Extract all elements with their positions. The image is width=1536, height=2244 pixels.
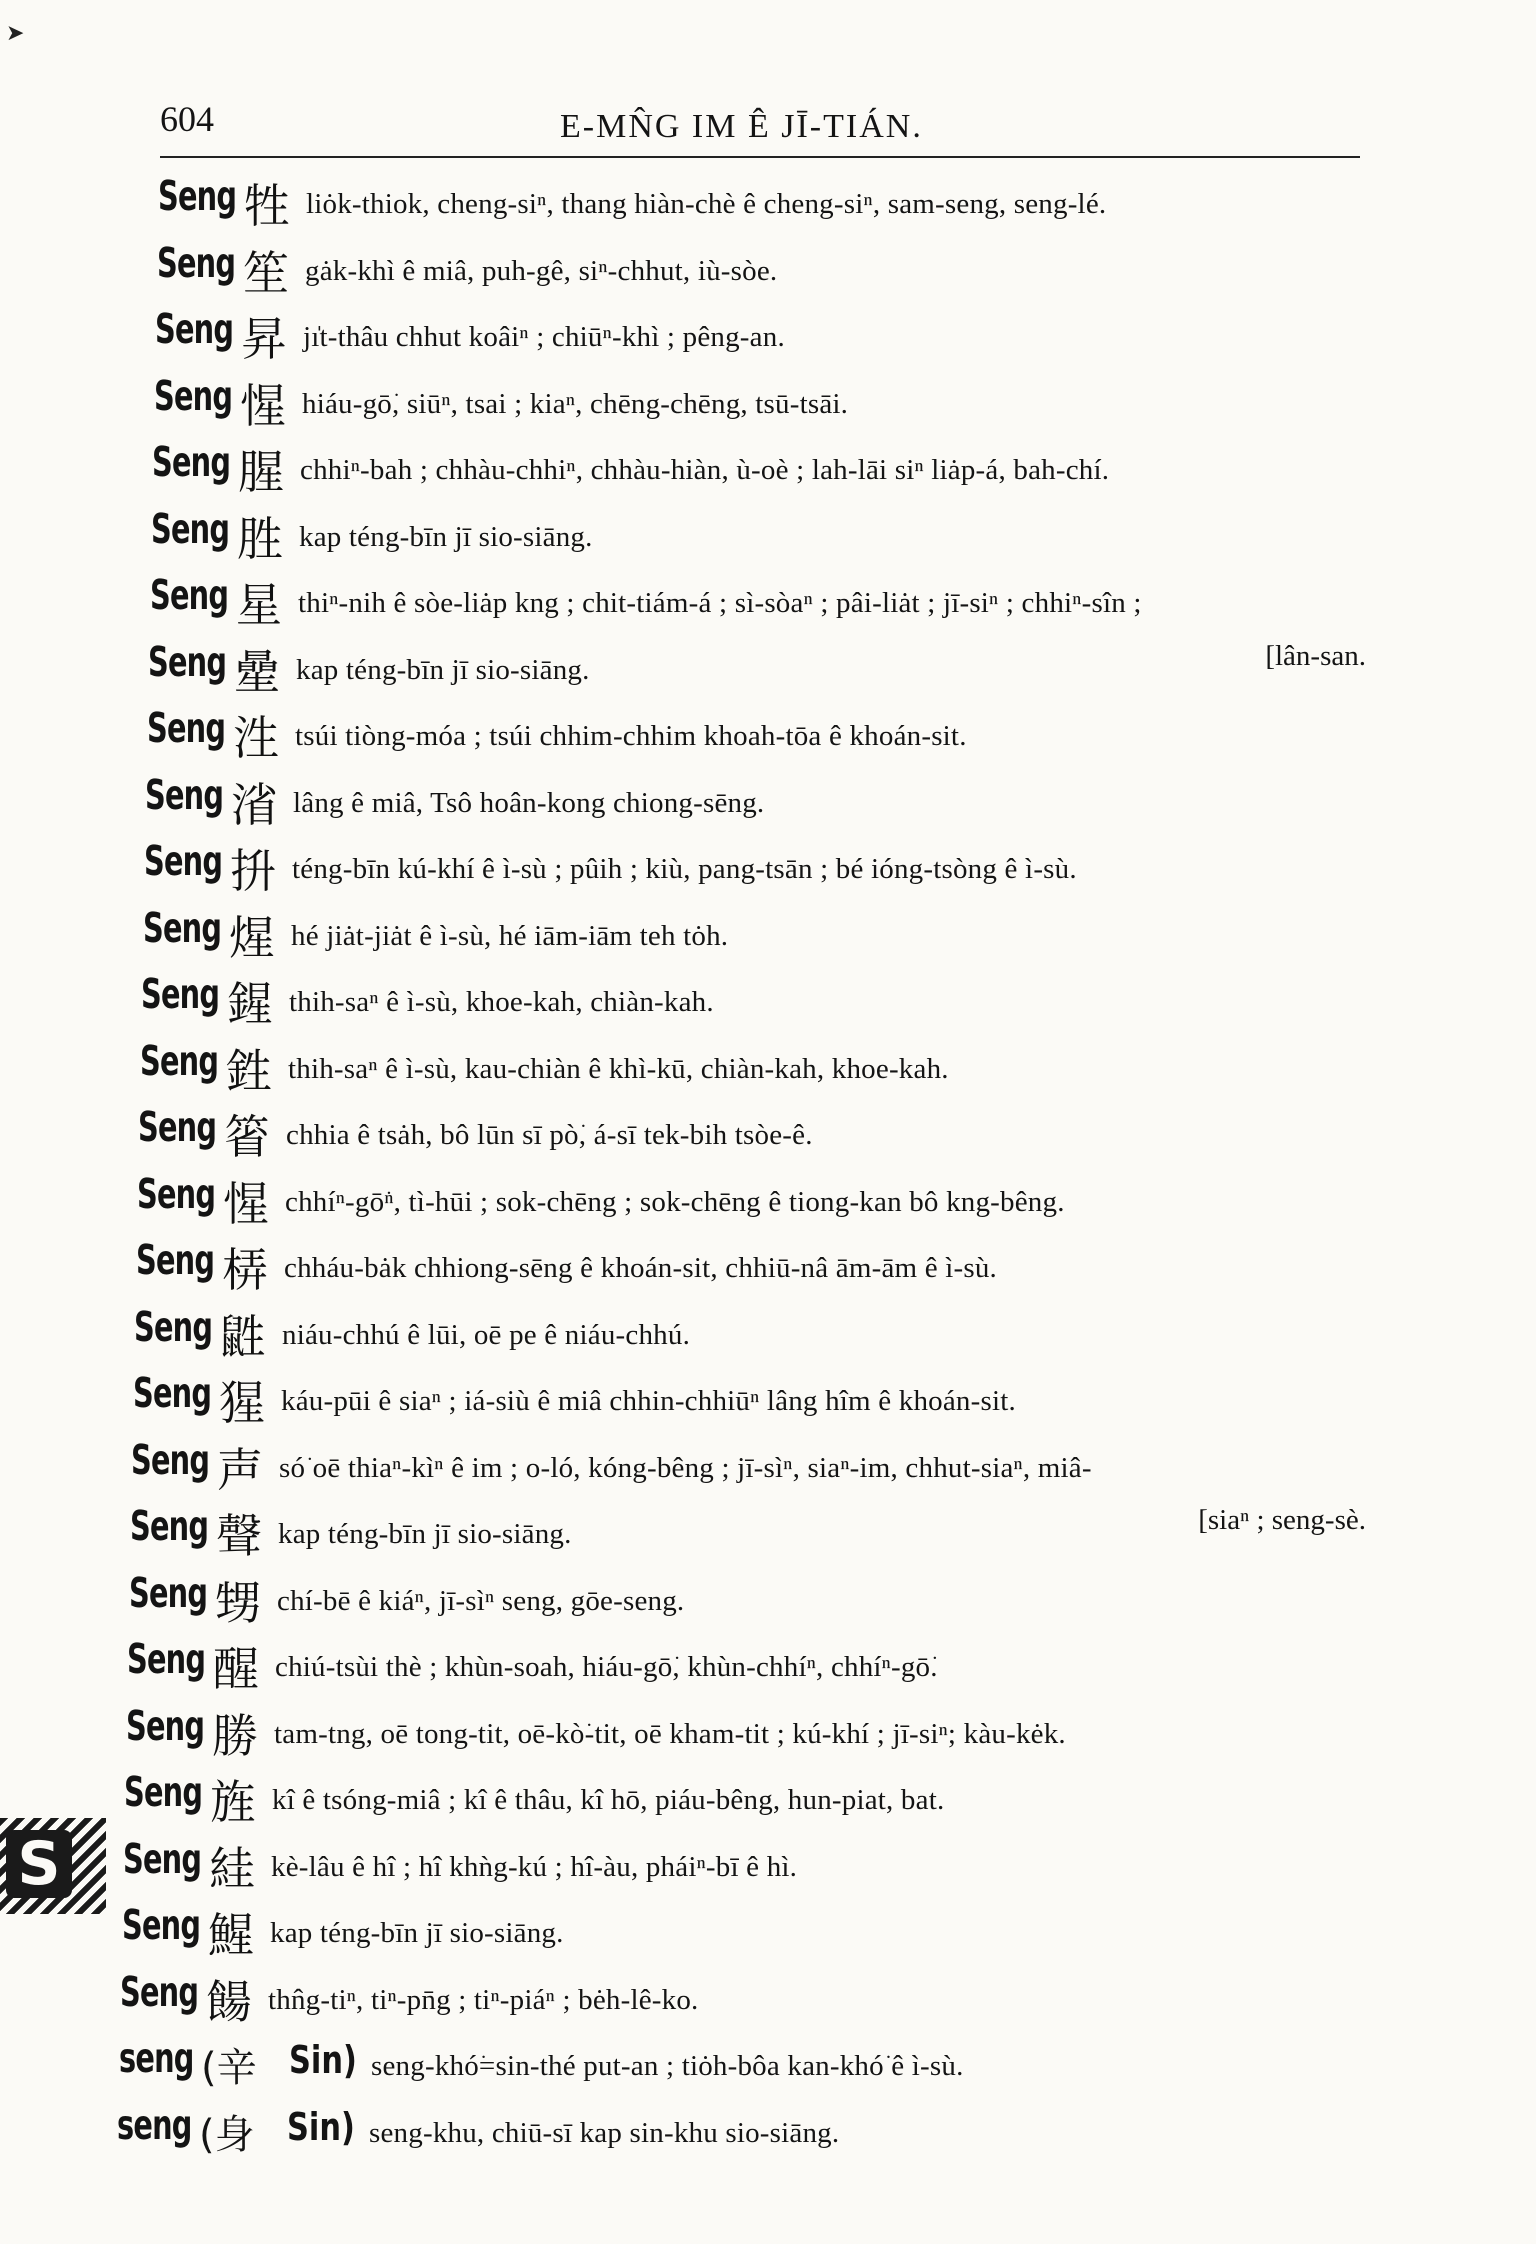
dictionary-entry — [0, 702, 1536, 769]
entry-character: 声 — [217, 1442, 263, 1497]
dictionary-entry — [0, 1101, 1536, 1168]
entry-headword: Seng — [141, 970, 220, 1018]
entry-character: 餳 — [206, 1974, 252, 2029]
dictionary-entry — [0, 835, 1536, 902]
dictionary-entry — [0, 1966, 1536, 2033]
entry-character: 昇 — [241, 312, 287, 366]
entry-definition: chhia ê tsȧh, bô lūn sī pò͘, á-sī tek-bih tsòe-ê. — [286, 1119, 813, 1151]
entry-character: 惺 — [240, 378, 286, 433]
dictionary-entry — [0, 769, 1536, 836]
entry-definition: thn̂g-tiⁿ, tiⁿ-pn̄g ; tiⁿ-piáⁿ ; bėh-lê-ko. — [268, 1983, 699, 2016]
entry-character: 曐 — [234, 644, 280, 699]
dictionary-entry — [0, 1833, 1536, 1900]
entry-definition: kap téng-bīn jī sio-siāng. — [270, 1917, 564, 1949]
entry-definition: chí-bē ê kiáⁿ, jī-sìⁿ seng, gōe-seng. — [277, 1584, 685, 1617]
entry-definition: tsúi tiòng-móa ; tsúi chhim-chhim khoah-tōa ê khoán-sit. — [295, 720, 967, 752]
entry-character: (辛 — [201, 2045, 257, 2091]
entry-crossref: Sin) — [289, 2038, 357, 2082]
entry-headword: Seng — [143, 903, 222, 952]
entry-headword: Seng — [144, 837, 223, 885]
entry-definition: kap téng-bīn jī sio-siāng. — [299, 520, 593, 553]
entry-headword: Seng — [151, 504, 230, 553]
entry-definition: kè-lâu ê hî ; hî khǹg-kú ; hî-àu, pháiⁿ-bī ê hì. — [271, 1850, 798, 1883]
entry-character: 渻 — [231, 777, 277, 832]
entry-headword: Seng — [131, 1435, 210, 1484]
entry-character: 旌 — [210, 1775, 256, 1829]
entry-definition: thih-saⁿ ê ì-sù, khoe-kah, chiàn-kah. — [289, 986, 714, 1018]
entry-character: 星 — [236, 578, 282, 632]
entry-headword: seng — [119, 2034, 194, 2082]
entry-definition: téng-bīn kú-khí ê ì-sù ; pûih ; kiù, pang-tsān ; bé ióng-tsòng ê ì-sù. — [292, 853, 1077, 885]
entry-headword: Seng — [158, 172, 237, 220]
corner-mark: ➤ — [6, 20, 25, 45]
dictionary-entry — [0, 303, 1536, 370]
dictionary-entry — [0, 1035, 1536, 1102]
entry-definition: lâng ê miâ, Tsô hoân-kong chiong-sēng. — [293, 786, 765, 819]
entry-definition: chhiⁿ-bah ; chhàu-chhiⁿ, chhàu-hiàn, ù-oè ; lah-lāi siⁿ liȧp-á, bah-chí. — [300, 454, 1110, 486]
entry-headword: Seng — [127, 1635, 206, 1683]
page-number: 604 — [160, 99, 214, 139]
entry-headword: Seng — [130, 1502, 209, 1550]
entry-headword: Seng — [133, 1369, 212, 1417]
entry-character: 絓 — [209, 1841, 255, 1896]
entry-character: 鍟 — [227, 977, 273, 1031]
entry-character: 箵 — [224, 1110, 270, 1164]
dictionary-entry — [0, 170, 1536, 237]
entry-character: 鉎 — [226, 1043, 272, 1098]
entry-character: 鯹 — [208, 1908, 254, 1962]
dictionary-entry — [0, 436, 1536, 503]
entry-headword: Seng — [138, 1103, 217, 1151]
section-tab — [0, 1818, 106, 1914]
dictionary-entry — [0, 1766, 1536, 1833]
entry-continuation: [siaⁿ ; seng-sè. — [1198, 1504, 1366, 1536]
entry-headword: Seng — [150, 571, 229, 619]
dictionary-entry — [0, 370, 1536, 437]
dictionary-entry — [0, 1500, 1536, 1567]
entry-definition: kî ê tsóng-miâ ; kî ê thâu, kî hō, piáu-bêng, hun-piat, bat. — [272, 1784, 945, 1816]
entry-headword: Seng — [145, 770, 224, 819]
entry-definition: só͘ oē thiaⁿ-kìⁿ ê im ; o-ló, kóng-bêng ; jī-sìⁿ, siaⁿ-im, chhut-siaⁿ, miâ- — [279, 1451, 1092, 1484]
dictionary-entry — [0, 636, 1536, 703]
entry-definition: kap téng-bīn jī sio-siāng. — [296, 653, 590, 686]
dictionary-entry — [0, 1567, 1536, 1634]
entry-headword: Seng — [152, 438, 231, 486]
dictionary-entry — [0, 2032, 1536, 2099]
entry-definition: kap téng-bīn jī sio-siāng. — [278, 1518, 572, 1550]
entry-definition: seng-khó͘=sin-thé put-an ; tiȯh-bôa kan-khó͘ ê ì-sù. — [371, 2050, 964, 2082]
dictionary-entry — [0, 1234, 1536, 1301]
dictionary-entry — [0, 237, 1536, 304]
header-rule — [160, 156, 1360, 158]
entry-character: 煋 — [229, 910, 275, 965]
dictionary-entry — [0, 1899, 1536, 1966]
entry-headword: Seng — [129, 1568, 208, 1617]
dictionary-entries — [0, 170, 1536, 2165]
entry-character: 猩 — [219, 1376, 265, 1430]
section-letter: S — [6, 1830, 72, 1898]
entry-headword: Seng — [134, 1302, 213, 1351]
entry-headword: Seng — [122, 1901, 201, 1949]
entry-crossref: Sin) — [287, 2104, 355, 2149]
entry-definition: jı̍t-thâu chhut koâiⁿ ; chiūⁿ-khì ; pêng-an. — [303, 321, 785, 353]
entry-definition: gȧk-khì ê miâ, puh-gê, siⁿ-chhut, iù-sòe. — [305, 254, 778, 287]
dictionary-entry — [0, 1633, 1536, 1700]
entry-character: 勝 — [212, 1708, 258, 1763]
entry-headword: Seng — [140, 1036, 219, 1085]
entry-definition: chháu-bȧk chhiong-sēng ê khoán-sit, chhiū-nâ ām-ām ê ì-sù. — [284, 1252, 998, 1284]
entry-character: 醒 — [213, 1642, 259, 1696]
entry-definition: tam-tng, oē tong-tit, oē-kò͘-tit, oē kham-tit ; kú-khí ; jī-siⁿ; kàu-kėk. — [274, 1717, 1066, 1750]
entry-character: 腥 — [238, 445, 284, 499]
entry-headword: Seng — [157, 238, 236, 287]
entry-definition: thiⁿ-nih ê sòe-liȧp kng ; chit-tiám-á ; sì-sòaⁿ ; pâi-liȧt ; jī-siⁿ ; chhiⁿ-sîn ; — [298, 587, 1142, 619]
entry-continuation: [lân-san. — [1265, 639, 1366, 672]
entry-character: 笙 — [243, 245, 289, 300]
dictionary-entry — [0, 503, 1536, 570]
entry-definition: niáu-chhú ê lūi, oē pe ê niáu-chhú. — [282, 1318, 691, 1351]
entry-headword: Seng — [155, 305, 234, 353]
page-header — [160, 98, 1360, 158]
entry-character: 鼪 — [220, 1309, 266, 1364]
entry-headword: seng — [117, 2100, 192, 2149]
entry-headword: Seng — [124, 1768, 203, 1816]
entry-character: 惺 — [223, 1176, 269, 1231]
entry-headword: Seng — [154, 371, 233, 420]
running-title: E-MN̂G IM Ê JĪ-TIÁN. — [560, 108, 923, 145]
entry-character: 甥 — [215, 1575, 261, 1630]
entry-definition: seng-khu, chiū-sī kap sin-khu sio-siāng. — [369, 2116, 840, 2149]
entry-definition: chiú-tsùi thè ; khùn-soah, hiáu-gō͘, khùn-chhíⁿ, chhíⁿ-gō͘. — [275, 1651, 938, 1683]
entry-character: 梇 — [222, 1243, 268, 1297]
entry-definition: káu-pūi ê siaⁿ ; iá-siù ê miâ chhin-chhiūⁿ lâng hîm ê khoán-sit. — [281, 1385, 1016, 1417]
entry-definition: chhíⁿ-gō͘ⁿ, tì-hūi ; sok-chēng ; sok-chēng ê tiong-kan bô kng-bêng. — [285, 1185, 1065, 1218]
entry-character: 聲 — [216, 1509, 262, 1563]
dictionary-entry — [0, 1168, 1536, 1235]
entry-character: 泩 — [233, 711, 279, 765]
entry-definition: hiáu-gō͘, siūⁿ, tsai ; kiaⁿ, chēng-chēng, tsū-tsāi. — [302, 387, 849, 420]
entry-headword: Seng — [120, 1967, 199, 2016]
entry-character: 牲 — [244, 179, 290, 233]
dictionary-entry — [0, 1434, 1536, 1501]
dictionary-entry — [0, 1301, 1536, 1368]
entry-headword: Seng — [126, 1701, 205, 1750]
dictionary-entry — [0, 1367, 1536, 1434]
entry-definition: hé jiȧt-jiȧt ê ì-sù, hé iām-iām teh tȯh. — [291, 919, 729, 952]
dictionary-entry — [0, 569, 1536, 636]
entry-headword: Seng — [136, 1236, 215, 1284]
entry-headword: Seng — [148, 637, 227, 686]
entry-headword: Seng — [137, 1169, 216, 1218]
entry-character: (身 — [199, 2111, 255, 2158]
entry-definition: thih-saⁿ ê ì-sù, kau-chiàn ê khì-kū, chiàn-kah, khoe-kah. — [288, 1052, 949, 1085]
dictionary-entry — [0, 902, 1536, 969]
dictionary-entry — [0, 1700, 1536, 1767]
entry-headword: Seng — [123, 1834, 202, 1883]
entry-definition: liȯk-thiok, cheng-siⁿ, thang hiàn-chè ê cheng-siⁿ, sam-seng, seng-lé. — [306, 188, 1107, 220]
dictionary-entry — [0, 2099, 1536, 2166]
entry-headword: Seng — [147, 704, 226, 752]
entry-character: 胜 — [237, 511, 283, 566]
dictionary-entry — [0, 968, 1536, 1035]
entry-character: 抍 — [230, 844, 276, 898]
